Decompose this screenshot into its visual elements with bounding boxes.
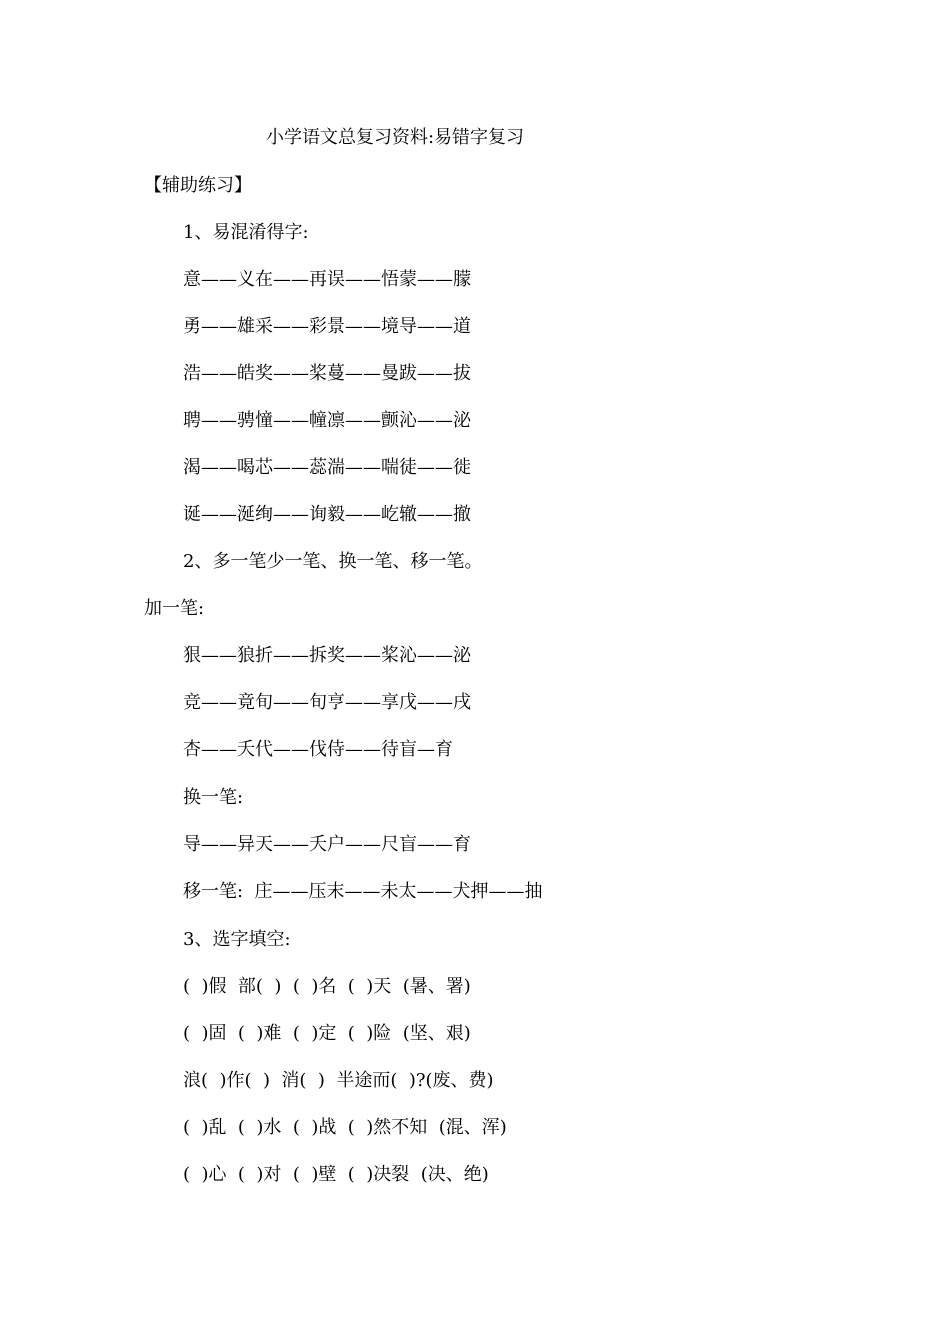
section-heading: 【辅助练习】 — [144, 175, 252, 196]
exercise-heading-2: 2、多一笔少一笔、换一笔、移一笔。 — [183, 551, 483, 572]
text-line: 意——义在——再误——悟蒙——朦 — [183, 269, 471, 290]
exercise-heading-1: 1、易混淆得字: — [183, 222, 309, 243]
fill-blank-line: ( )心 ( )对 ( )壁 ( )决裂 (决、绝) — [183, 1164, 489, 1185]
text-line: 竞——竟旬——旬亨——享戊——戌 — [183, 692, 471, 713]
fill-blank-line: ( )假 部( ) ( )名 ( )天 (暑、署) — [183, 976, 471, 997]
text-line: 移一笔: 庄——压末——未太——犬押——抽 — [183, 881, 543, 902]
text-line: 导——异天——夭户——尺盲——育 — [183, 834, 471, 855]
subheading-change-stroke: 换一笔: — [183, 787, 244, 808]
text-line: 浩——皓奖——桨蔓——曼跋——拔 — [183, 363, 471, 384]
subheading-add-stroke: 加一笔: — [144, 598, 205, 619]
text-line: 诞——涎绚——询毅——屹辙——撤 — [183, 504, 471, 525]
text-line: 勇——雄采——彩景——境导——道 — [183, 316, 471, 337]
fill-blank-line: ( )乱 ( )水 ( )战 ( )然不知 (混、浑) — [183, 1117, 507, 1138]
exercise-heading-3: 3、选字填空: — [183, 929, 291, 950]
text-line: 杏——夭代——伐侍——待盲—育 — [183, 739, 453, 760]
text-line: 狠——狼折——拆奖——桨沁——泌 — [183, 645, 471, 666]
document-title: 小学语文总复习资料:易错字复习 — [265, 127, 525, 148]
fill-blank-line: 浪( )作( ) 消( ) 半途而( )?(废、费) — [183, 1070, 494, 1091]
fill-blank-line: ( )固 ( )难 ( )定 ( )险 (坚、艰) — [183, 1023, 471, 1044]
text-line: 渴——喝芯——蕊湍——喘徒——徙 — [183, 457, 471, 478]
text-line: 聘——骋憧——幢凛——颤沁——泌 — [183, 410, 471, 431]
